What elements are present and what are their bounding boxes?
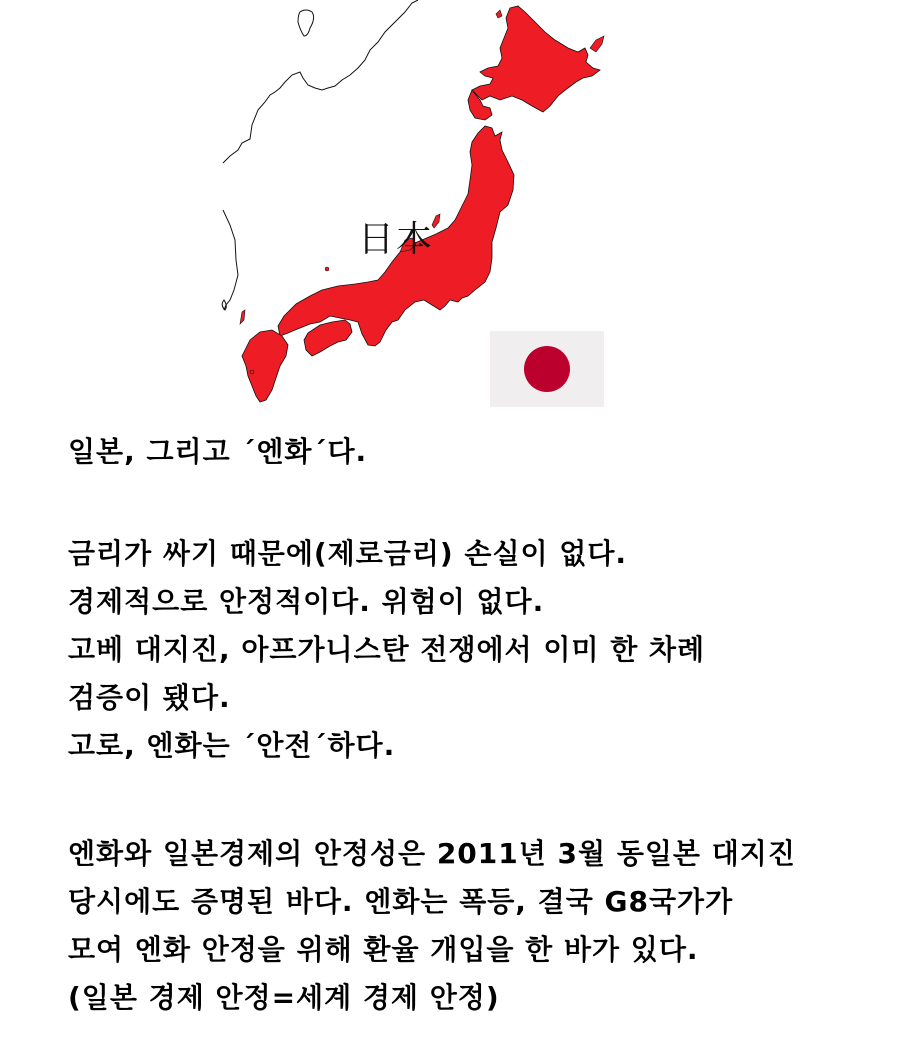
- paragraph-line: 경제적으로 안정적이다. 위험이 없다.: [68, 585, 545, 618]
- japan-label: 日本: [358, 219, 435, 260]
- paragraph-line: 고로, 엔화는 ´안전´하다.: [68, 729, 396, 762]
- hokkaido: [472, 6, 600, 112]
- paragraph-line: 검증이 됐다.: [68, 681, 231, 714]
- flag-sun-circle: [524, 346, 570, 392]
- island-outline: [298, 10, 314, 36]
- japan-flag: [490, 331, 604, 407]
- paragraph-line: 당시에도 증명된 바다. 엔화는 폭등, 결국 G8국가가: [68, 885, 734, 918]
- shikoku: [304, 320, 352, 356]
- paragraph-2: [68, 830, 796, 1022]
- paragraph-1: [68, 530, 705, 770]
- heading: [68, 428, 367, 476]
- korea-coastline: [223, 210, 238, 310]
- paragraph-line: 모여 엔화 안정을 위해 환율 개입을 한 바가 있다.: [68, 933, 699, 966]
- kyushu: [242, 330, 288, 402]
- continent-coastline: [223, 0, 418, 163]
- paragraph-line: 고베 대지진, 아프가니스탄 전쟁에서 이미 한 차례: [68, 633, 706, 666]
- paragraph-line: 금리가 싸기 때문에(제로금리) 손실이 없다.: [68, 537, 628, 570]
- heading-text: 일본, 그리고 ´엔화´다.: [68, 435, 368, 468]
- paragraph-line: (일본 경제 안정=세계 경제 안정): [68, 981, 500, 1014]
- paragraph-line: 엔화와 일본경제의 안정성은 2011년 3월 동일본 대지진: [68, 837, 796, 870]
